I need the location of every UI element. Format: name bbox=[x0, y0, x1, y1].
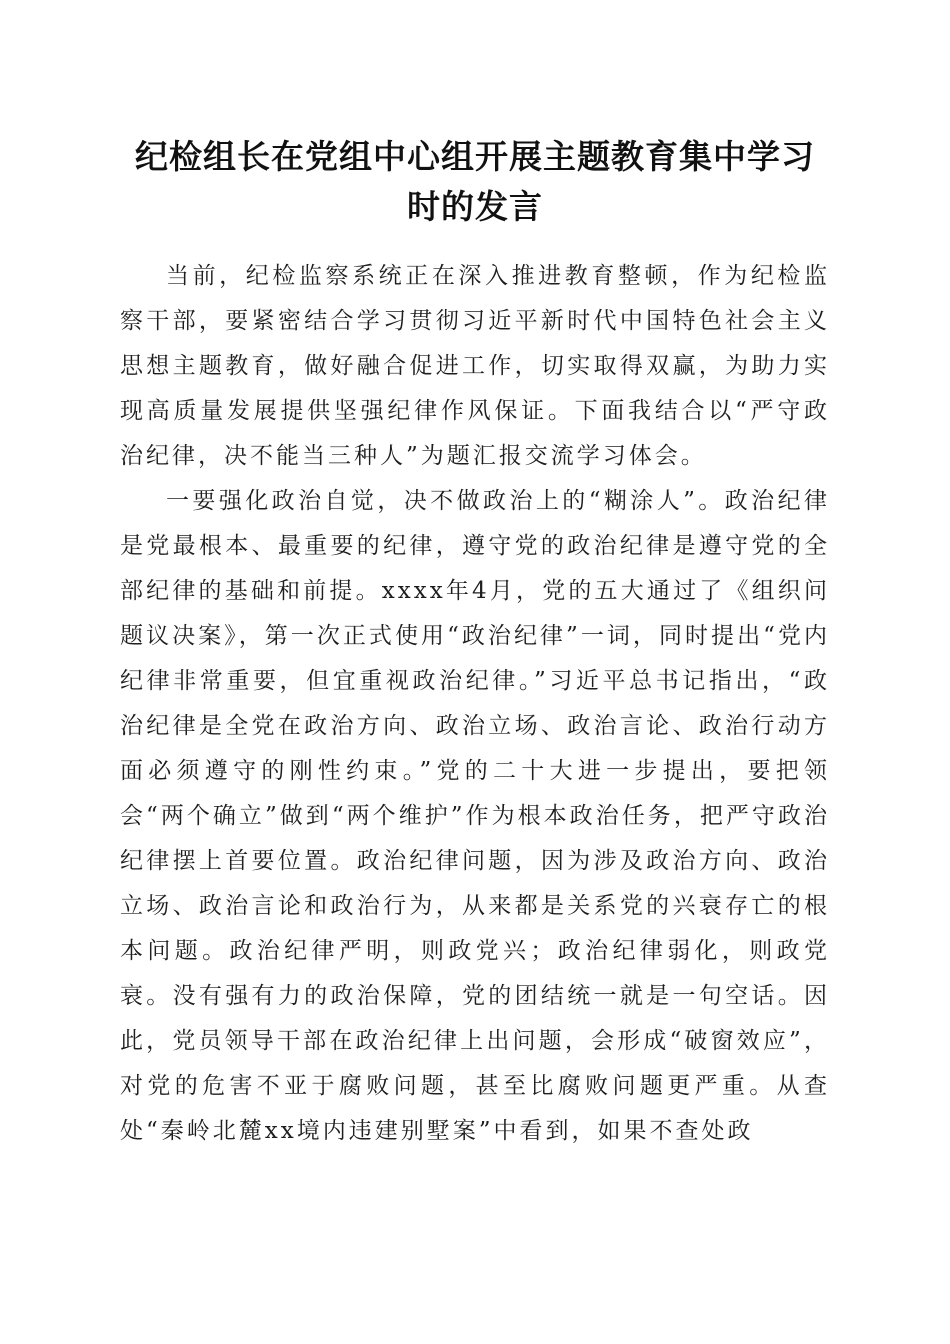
document-body bbox=[120, 254, 830, 1154]
paragraph-point-one: 一要强化政治自觉，决不做政治上的“糊涂人”。政治纪律是党最根本、最重要的纪律，遵守党的政治纪律是遵守党的全部纪律的基础和前提。xxxx年4月，党的五大通过了《组织问题议决案》，第一次正式使用“政治纪律”一词，同时提出“党内纪律非常重要，但宜重视政治纪律。”习近平总书记指出，“政治纪律是全党在政治方向、政治立场、政治言论、政治行动方面必须遵守的刚性约束。”党的二十大进一步提出，要把领会“两个确立”做到“两个维护”作为根本政治任务，把严守政治纪律摆上首要位置。政治纪律问题，因为涉及政治方向、政治立场、政治言论和政治行为，从来都是关系党的兴衰存亡的根本问题。政治纪律严明，则政党兴；政治纪律弱化，则政党衰。没有强有力的政治保障，党的团结统一就是一句空话。因此，党员领导干部在政治纪律上出问题，会形成“破窗效应”，对党的危害不亚于腐败问题，甚至比腐败问题更严重。从查处“秦岭北麓xx境内违建别墅案”中看到，如果不查处政 bbox=[120, 488, 830, 1144]
document-title bbox=[100, 132, 850, 232]
title-line-2: 时的发言 bbox=[407, 187, 543, 226]
paragraph-intro: 当前，纪检监察系统正在深入推进教育整顿，作为纪检监察干部，要紧密结合学习贯彻习近平新时代中国特色社会主义思想主题教育，做好融合促进工作，切实取得双赢，为助力实现高质量发展提供坚强纪律作风保证。下面我结合以“严守政治纪律，决不能当三种人”为题汇报交流学习体会。 bbox=[120, 263, 830, 469]
title-line-1: 纪检组长在党组中心组开展主题教育集中学习 bbox=[135, 137, 815, 176]
